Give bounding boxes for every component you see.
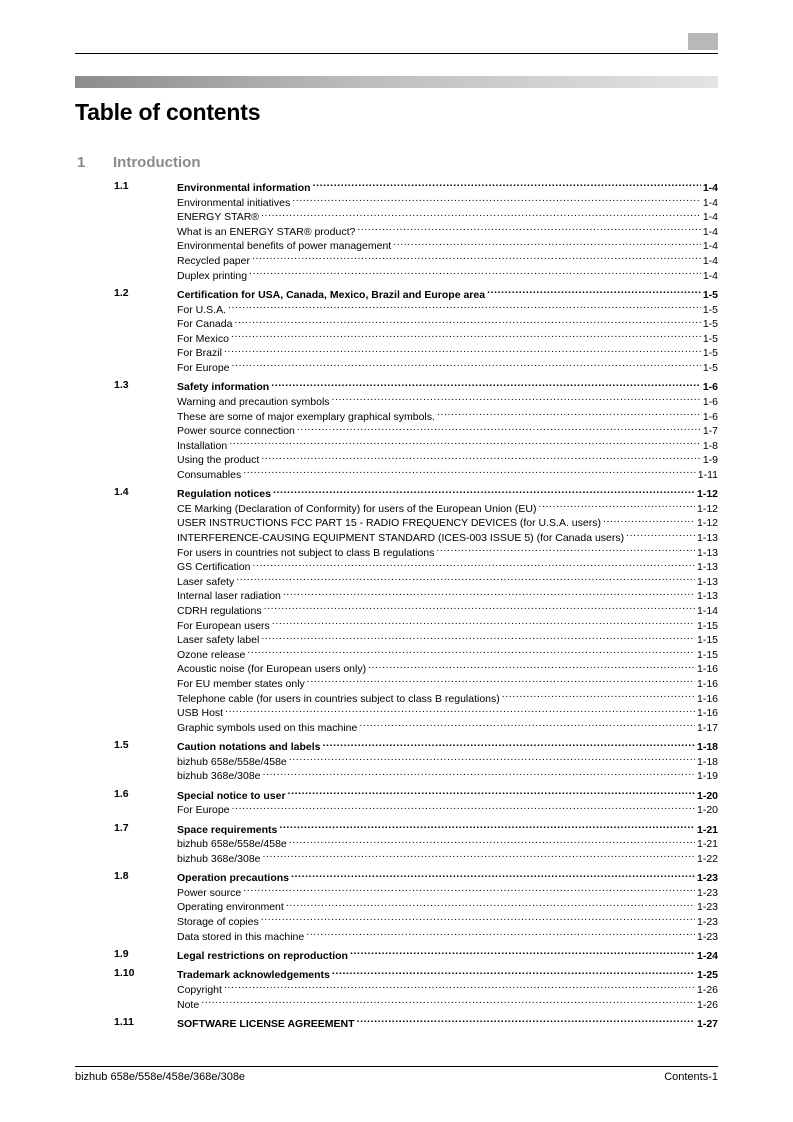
- dot-leader: [286, 898, 695, 910]
- toc-entry[interactable]: [177, 719, 718, 734]
- page-number: 1-5: [702, 303, 718, 316]
- dot-leader: [272, 617, 695, 629]
- dot-leader: [261, 913, 695, 925]
- page-number: 1-26: [696, 998, 718, 1011]
- toc-section-heading[interactable]: [177, 869, 718, 884]
- page-number: 1-23: [696, 916, 718, 929]
- dot-leader: [264, 602, 695, 614]
- dot-leader: [297, 422, 701, 434]
- toc-section-heading[interactable]: [177, 947, 718, 962]
- entry-label: For Europe: [177, 361, 230, 374]
- header-tab-marker: [688, 33, 718, 50]
- entry-label: ENERGY STAR®: [177, 211, 260, 224]
- toc-entry[interactable]: [177, 301, 718, 316]
- page-number: 1-12: [696, 488, 718, 501]
- entry-label: For U.S.A.: [177, 303, 227, 316]
- entry-label: Environmental initiatives: [177, 196, 291, 209]
- page-number: 1-18: [696, 755, 718, 768]
- page-number: 1-22: [696, 852, 718, 865]
- page-title: Table of contents: [75, 99, 261, 125]
- dot-leader: [224, 344, 701, 356]
- section-title: Special notice to user: [177, 789, 286, 802]
- page-number: 1-13: [696, 590, 718, 603]
- page-number: 1-18: [696, 741, 718, 754]
- page-number: 1-14: [696, 605, 718, 618]
- dot-leader: [224, 981, 695, 993]
- chapter-title: Introduction: [113, 154, 201, 171]
- toc-entry[interactable]: [177, 835, 718, 850]
- dot-leader: [232, 359, 701, 371]
- toc-section-heading[interactable]: [177, 485, 718, 500]
- section-number: 1.5: [114, 739, 129, 752]
- dot-leader: [313, 179, 701, 191]
- toc-entry[interactable]: [177, 631, 718, 646]
- dot-leader: [288, 787, 695, 799]
- section-number: 1.3: [114, 379, 129, 392]
- page-number: 1-21: [696, 823, 718, 836]
- toc-entry[interactable]: [177, 422, 718, 437]
- toc-entry[interactable]: [177, 408, 718, 423]
- toc-section: [114, 286, 718, 374]
- dot-leader: [393, 237, 701, 249]
- dot-leader: [487, 286, 701, 298]
- entry-label: Storage of copies: [177, 916, 259, 929]
- page-number: 1-4: [702, 269, 718, 282]
- toc-entry[interactable]: [177, 393, 718, 408]
- entry-label: For Brazil: [177, 347, 222, 360]
- toc-section: [114, 787, 718, 816]
- page-number: 1-4: [702, 254, 718, 267]
- dot-leader: [243, 884, 695, 896]
- toc-entry[interactable]: [177, 544, 718, 559]
- toc-section-heading[interactable]: [177, 787, 718, 802]
- toc-section-heading[interactable]: [177, 966, 718, 981]
- entry-label: Warning and precaution symbols: [177, 395, 330, 408]
- toc-entry[interactable]: [177, 558, 718, 573]
- entry-label: Using the product: [177, 454, 260, 467]
- entry-label: For EU member states only: [177, 677, 305, 690]
- entry-label: For users in countries not subject to class B regulations: [177, 546, 435, 559]
- page-number: 1-4: [702, 196, 718, 209]
- toc-entry[interactable]: [177, 913, 718, 928]
- page-number: 1-15: [696, 634, 718, 647]
- toc-section-heading[interactable]: [177, 1015, 718, 1030]
- toc-section: [114, 1015, 718, 1030]
- toc-entry[interactable]: [177, 359, 718, 374]
- footer-rule: [75, 1066, 718, 1067]
- page-number: 1-17: [696, 721, 718, 734]
- section-title: Safety information: [177, 381, 270, 394]
- page-number: 1-6: [702, 381, 718, 394]
- toc-entry[interactable]: [177, 675, 718, 690]
- toc-entry[interactable]: [177, 704, 718, 719]
- page-number: 1-5: [702, 361, 718, 374]
- page-number: 1-11: [697, 468, 718, 481]
- entry-label: What is an ENERGY STAR® product?: [177, 225, 356, 238]
- page-number: 1-23: [696, 872, 718, 885]
- page-number: 1-16: [696, 663, 718, 676]
- dot-leader: [289, 753, 695, 765]
- section-number: 1.8: [114, 870, 129, 883]
- page-number: 1-27: [696, 1018, 718, 1031]
- toc-entry[interactable]: [177, 928, 718, 943]
- dot-leader: [357, 1015, 695, 1027]
- section-title: Environmental information: [177, 182, 311, 194]
- toc-entry[interactable]: [177, 587, 718, 602]
- section-number: 1.9: [114, 948, 129, 961]
- page-number: 1-26: [696, 984, 718, 997]
- page-number: 1-7: [702, 425, 718, 438]
- entry-label: Recycled paper: [177, 254, 250, 267]
- section-title: SOFTWARE LICENSE AGREEMENT: [177, 1018, 355, 1031]
- toc-entry[interactable]: [177, 898, 718, 913]
- dot-leader: [332, 393, 701, 405]
- entry-label: Telephone cable (for users in countries subject to class B regulations): [177, 692, 500, 705]
- dot-leader: [228, 301, 701, 313]
- dot-leader: [252, 252, 701, 264]
- dot-leader: [261, 208, 701, 220]
- page-number: 1-9: [702, 454, 718, 467]
- toc-list: [114, 179, 718, 1034]
- entry-label: Laser safety: [177, 575, 235, 588]
- dot-leader: [253, 558, 695, 570]
- toc-section: [114, 821, 718, 865]
- entry-label: Operating environment: [177, 901, 284, 914]
- toc-entry[interactable]: [177, 514, 718, 529]
- toc-entry[interactable]: [177, 690, 718, 705]
- entry-label: For Europe: [177, 804, 230, 817]
- page-number: 1-8: [702, 439, 718, 452]
- section-title: Trademark acknowledgements: [177, 969, 330, 982]
- toc-section-heading[interactable]: [177, 179, 718, 194]
- page-number: 1-4: [702, 182, 718, 194]
- toc-section: [114, 179, 718, 281]
- page-number: 1-5: [702, 347, 718, 360]
- section-number: 1.11: [114, 1016, 134, 1029]
- toc-entry[interactable]: [177, 344, 718, 359]
- page-number: 1-20: [696, 804, 718, 817]
- toc-section-heading[interactable]: [177, 738, 718, 753]
- section-title: Caution notations and labels: [177, 741, 321, 754]
- entry-label: Power source: [177, 886, 242, 899]
- chapter-heading: [75, 154, 718, 174]
- toc-entry[interactable]: [177, 617, 718, 632]
- dot-leader: [261, 631, 695, 643]
- page-number: 1-12: [696, 502, 718, 515]
- dot-leader: [231, 330, 701, 342]
- page-number: 1-16: [696, 707, 718, 720]
- dot-leader: [289, 835, 695, 847]
- entry-label: CDRH regulations: [177, 605, 262, 618]
- footer-page-label: Contents-1: [664, 1071, 718, 1083]
- toc-entry[interactable]: [177, 451, 718, 466]
- entry-label: Internal laser radiation: [177, 590, 281, 603]
- dot-leader: [357, 223, 700, 235]
- entry-label: Ozone release: [177, 648, 246, 661]
- dot-leader: [243, 466, 696, 478]
- page-number: 1-5: [702, 288, 718, 301]
- page-number: 1-16: [696, 692, 718, 705]
- page-number: 1-5: [702, 332, 718, 345]
- page-number: 1-21: [696, 838, 718, 851]
- dot-leader: [201, 996, 695, 1008]
- dot-leader: [232, 801, 695, 813]
- page-number: 1-5: [702, 318, 718, 331]
- entry-label: USER INSTRUCTIONS FCC PART 15 - RADIO FREQUENCY DEVICES (for U.S.A. users): [177, 517, 601, 530]
- entry-label: CE Marking (Declaration of Conformity) for users of the European Union (EU): [177, 502, 537, 515]
- page-number: 1-23: [696, 901, 718, 914]
- chapter-number: 1: [77, 154, 86, 171]
- entry-label: Laser safety label: [177, 634, 260, 647]
- section-number: 1.1: [114, 180, 129, 192]
- dot-leader: [261, 451, 701, 463]
- page-number: 1-20: [696, 789, 718, 802]
- toc-section: [114, 378, 718, 480]
- page-number: 1-24: [696, 950, 718, 963]
- entry-label: bizhub 658e/558e/458e: [177, 755, 287, 768]
- section-number: 1.2: [114, 286, 129, 299]
- dot-leader: [436, 544, 695, 556]
- dot-leader: [538, 500, 695, 512]
- toc-entry[interactable]: [177, 981, 718, 996]
- toc-section-heading[interactable]: [177, 286, 718, 301]
- toc-entry[interactable]: [177, 267, 718, 282]
- page-number: 1-15: [696, 648, 718, 661]
- section-title: Regulation notices: [177, 488, 271, 501]
- toc-section: [114, 869, 718, 942]
- dot-leader: [437, 408, 701, 420]
- toc-entry[interactable]: [177, 315, 718, 330]
- section-number: 1.6: [114, 787, 129, 800]
- page-number: 1-19: [696, 770, 718, 783]
- toc-entry[interactable]: [177, 529, 718, 544]
- dot-leader: [292, 194, 701, 206]
- entry-label: These are some of major exemplary graphical symbols.: [177, 410, 435, 423]
- dot-leader: [273, 485, 695, 497]
- entry-label: GS Certification: [177, 561, 251, 574]
- toc-entry[interactable]: [177, 660, 718, 675]
- header-rule: [75, 53, 718, 54]
- toc-entry[interactable]: [177, 500, 718, 515]
- entry-label: bizhub 658e/558e/458e: [177, 838, 287, 851]
- page-number: 1-6: [702, 410, 718, 423]
- page-number: 1-15: [696, 619, 718, 632]
- entry-label: Data stored in this machine: [177, 930, 305, 943]
- entry-label: Power source connection: [177, 425, 295, 438]
- toc-entry[interactable]: [177, 208, 718, 223]
- page-number: 1-13: [696, 561, 718, 574]
- toc-entry[interactable]: [177, 330, 718, 345]
- dot-leader: [236, 573, 695, 585]
- dot-leader: [368, 660, 695, 672]
- entry-label: For European users: [177, 619, 270, 632]
- dot-leader: [626, 529, 695, 541]
- dot-leader: [323, 738, 695, 750]
- toc-entry[interactable]: [177, 252, 718, 267]
- toc-section-heading[interactable]: [177, 821, 718, 836]
- entry-label: Environmental benefits of power management: [177, 240, 392, 253]
- toc-entry[interactable]: [177, 437, 718, 452]
- dot-leader: [603, 514, 695, 526]
- toc-entry[interactable]: [177, 850, 718, 865]
- entry-label: Duplex printing: [177, 269, 248, 282]
- dot-leader: [247, 646, 695, 658]
- dot-leader: [307, 675, 695, 687]
- section-number: 1.7: [114, 821, 129, 834]
- page-number: 1-16: [696, 677, 718, 690]
- section-title: Operation precautions: [177, 872, 290, 885]
- title-gradient-bar: [75, 76, 718, 88]
- dot-leader: [271, 378, 701, 390]
- entry-label: bizhub 368e/308e: [177, 852, 261, 865]
- toc-section: [114, 738, 718, 782]
- toc-entry[interactable]: [177, 753, 718, 768]
- entry-label: Graphic symbols used on this machine: [177, 721, 358, 734]
- entry-label: Acoustic noise (for European users only): [177, 663, 367, 676]
- toc-entry[interactable]: [177, 194, 718, 209]
- toc-entry[interactable]: [177, 237, 718, 252]
- dot-leader: [306, 928, 695, 940]
- entry-label: USB Host: [177, 707, 224, 720]
- page-number: 1-25: [696, 969, 718, 982]
- dot-leader: [263, 767, 695, 779]
- page-number: 1-13: [696, 575, 718, 588]
- dot-leader: [234, 315, 700, 327]
- dot-leader: [359, 719, 695, 731]
- toc-entry[interactable]: [177, 602, 718, 617]
- section-number: 1.4: [114, 486, 129, 499]
- dot-leader: [263, 850, 695, 862]
- page-number: 1-4: [702, 225, 718, 238]
- dot-leader: [502, 690, 695, 702]
- dot-leader: [291, 869, 695, 881]
- page-number: 1-23: [696, 930, 718, 943]
- toc-section: [114, 485, 718, 733]
- toc-entry[interactable]: [177, 884, 718, 899]
- page-number: 1-13: [696, 546, 718, 559]
- dot-leader: [332, 966, 695, 978]
- page-number: 1-23: [696, 886, 718, 899]
- dot-leader: [229, 437, 701, 449]
- entry-label: bizhub 368e/308e: [177, 770, 261, 783]
- dot-leader: [350, 947, 695, 959]
- entry-label: Consumables: [177, 468, 242, 481]
- footer-product: bizhub 658e/558e/458e/368e/308e: [75, 1071, 246, 1083]
- page-number: 1-13: [696, 532, 718, 545]
- toc-entry[interactable]: [177, 767, 718, 782]
- toc-section: [114, 966, 718, 1010]
- page-number: 1-12: [696, 517, 718, 530]
- entry-label: For Canada: [177, 318, 233, 331]
- entry-label: Note: [177, 998, 200, 1011]
- entry-label: For Mexico: [177, 332, 229, 345]
- page-number: 1-6: [702, 395, 718, 408]
- dot-leader: [225, 704, 695, 716]
- page-number: 1-4: [702, 211, 718, 224]
- toc-entry[interactable]: [177, 996, 718, 1011]
- toc-entry[interactable]: [177, 646, 718, 661]
- section-title: Space requirements: [177, 823, 278, 836]
- toc-entry[interactable]: [177, 801, 718, 816]
- section-title: Legal restrictions on reproduction: [177, 950, 348, 963]
- entry-label: INTERFERENCE-CAUSING EQUIPMENT STANDARD (ICES-003 ISSUE 5) (for Canada users): [177, 532, 625, 545]
- entry-label: Installation: [177, 439, 228, 452]
- section-number: 1.10: [114, 967, 135, 980]
- dot-leader: [249, 267, 701, 279]
- toc-entry[interactable]: [177, 466, 718, 481]
- toc-entry[interactable]: [177, 223, 718, 238]
- page-number: 1-4: [702, 240, 718, 253]
- toc-entry[interactable]: [177, 573, 718, 588]
- section-title: Certification for USA, Canada, Mexico, Brazil and Europe area: [177, 288, 486, 301]
- toc-section-heading[interactable]: [177, 378, 718, 393]
- dot-leader: [279, 821, 695, 833]
- entry-label: Copyright: [177, 984, 222, 997]
- toc-section: [114, 947, 718, 962]
- dot-leader: [283, 587, 695, 599]
